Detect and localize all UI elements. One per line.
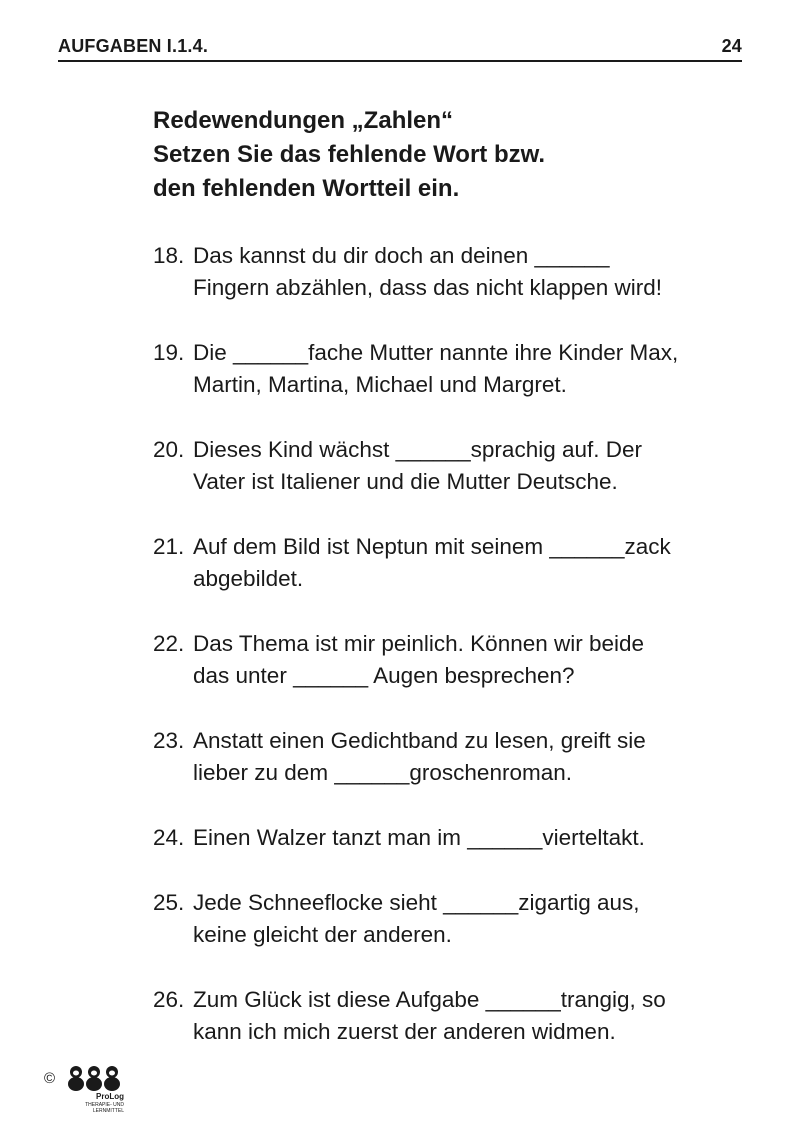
task-text-line-2: keine gleicht der anderen. (193, 922, 452, 947)
task-text-line-1: Anstatt einen Gedichtband zu lesen, greift sie (193, 728, 646, 753)
task-text-line-1: Einen Walzer tanzt man im ______vierteltakt. (193, 825, 645, 850)
title-line-1: Redewendungen „Zahlen“ (153, 107, 454, 134)
task-list (153, 240, 773, 1081)
task-number: 21. (153, 534, 185, 559)
task-number: 18. (153, 243, 185, 268)
task-number: 25. (153, 890, 185, 915)
task-text-line-1: Jede Schneeflocke sieht ______zigartig aus, (193, 890, 640, 915)
copyright-symbol: © (44, 1070, 56, 1087)
task-text-line-2: das unter ______ Augen besprechen? (193, 663, 575, 688)
publisher-footer (44, 1064, 134, 1124)
task-text-line-2: lieber zu dem ______groschenroman. (193, 760, 572, 785)
publisher-logo-subtitle (60, 1102, 124, 1114)
task-text-line-2: kann ich mich zuerst der anderen widmen. (193, 1019, 616, 1044)
task-item-21 (153, 531, 773, 595)
section-label: AUFGABEN I.1.4. (58, 36, 209, 56)
task-text-line-1: Das kannst du dir doch an deinen ______ (193, 243, 610, 268)
publisher-logo-name: ProLog (96, 1092, 124, 1101)
task-item-23 (153, 725, 773, 789)
page-number: 24 (721, 36, 742, 56)
task-text-line-1: Zum Glück ist diese Aufgabe ______trangig, so (193, 987, 666, 1012)
task-number: 23. (153, 728, 185, 753)
task-text-line-2: Martin, Martina, Michael und Margret. (193, 372, 567, 397)
logo-subtitle-line-1: THERAPIE- UND (85, 1102, 124, 1108)
title-line-2: Setzen Sie das fehlende Wort bzw. (153, 141, 546, 168)
three-monkeys-icon (66, 1064, 122, 1092)
logo-subtitle-line-2: LERNMITTEL (92, 1108, 124, 1114)
page-header (58, 34, 742, 62)
task-item-20 (153, 434, 773, 498)
task-number: 22. (153, 631, 185, 656)
task-text-line-1: Auf dem Bild ist Neptun mit seinem ______zack (193, 534, 671, 559)
task-item-26 (153, 984, 773, 1048)
task-text-line-2: Fingern abzählen, dass das nicht klappen wird! (193, 275, 663, 300)
task-number: 24. (153, 825, 185, 850)
task-item-25 (153, 887, 773, 951)
task-item-22 (153, 628, 773, 692)
task-number: 19. (153, 340, 185, 365)
task-text-line-1: Die ______fache Mutter nannte ihre Kinder Max, (193, 340, 679, 365)
task-item-24 (153, 822, 773, 854)
task-text-line-1: Das Thema ist mir peinlich. Können wir beide (193, 631, 645, 656)
task-text-line-2: abgebildet. (193, 566, 304, 591)
task-item-18 (153, 240, 773, 304)
title-line-3: den fehlenden Wortteil ein. (153, 175, 460, 202)
task-text-line-2: Vater ist Italiener und die Mutter Deutsche. (193, 469, 618, 494)
task-number: 20. (153, 437, 185, 462)
task-item-19 (153, 337, 773, 401)
task-text-line-1: Dieses Kind wächst ______sprachig auf. Der (193, 437, 643, 462)
task-number: 26. (153, 987, 185, 1012)
exercise-title (153, 104, 753, 206)
